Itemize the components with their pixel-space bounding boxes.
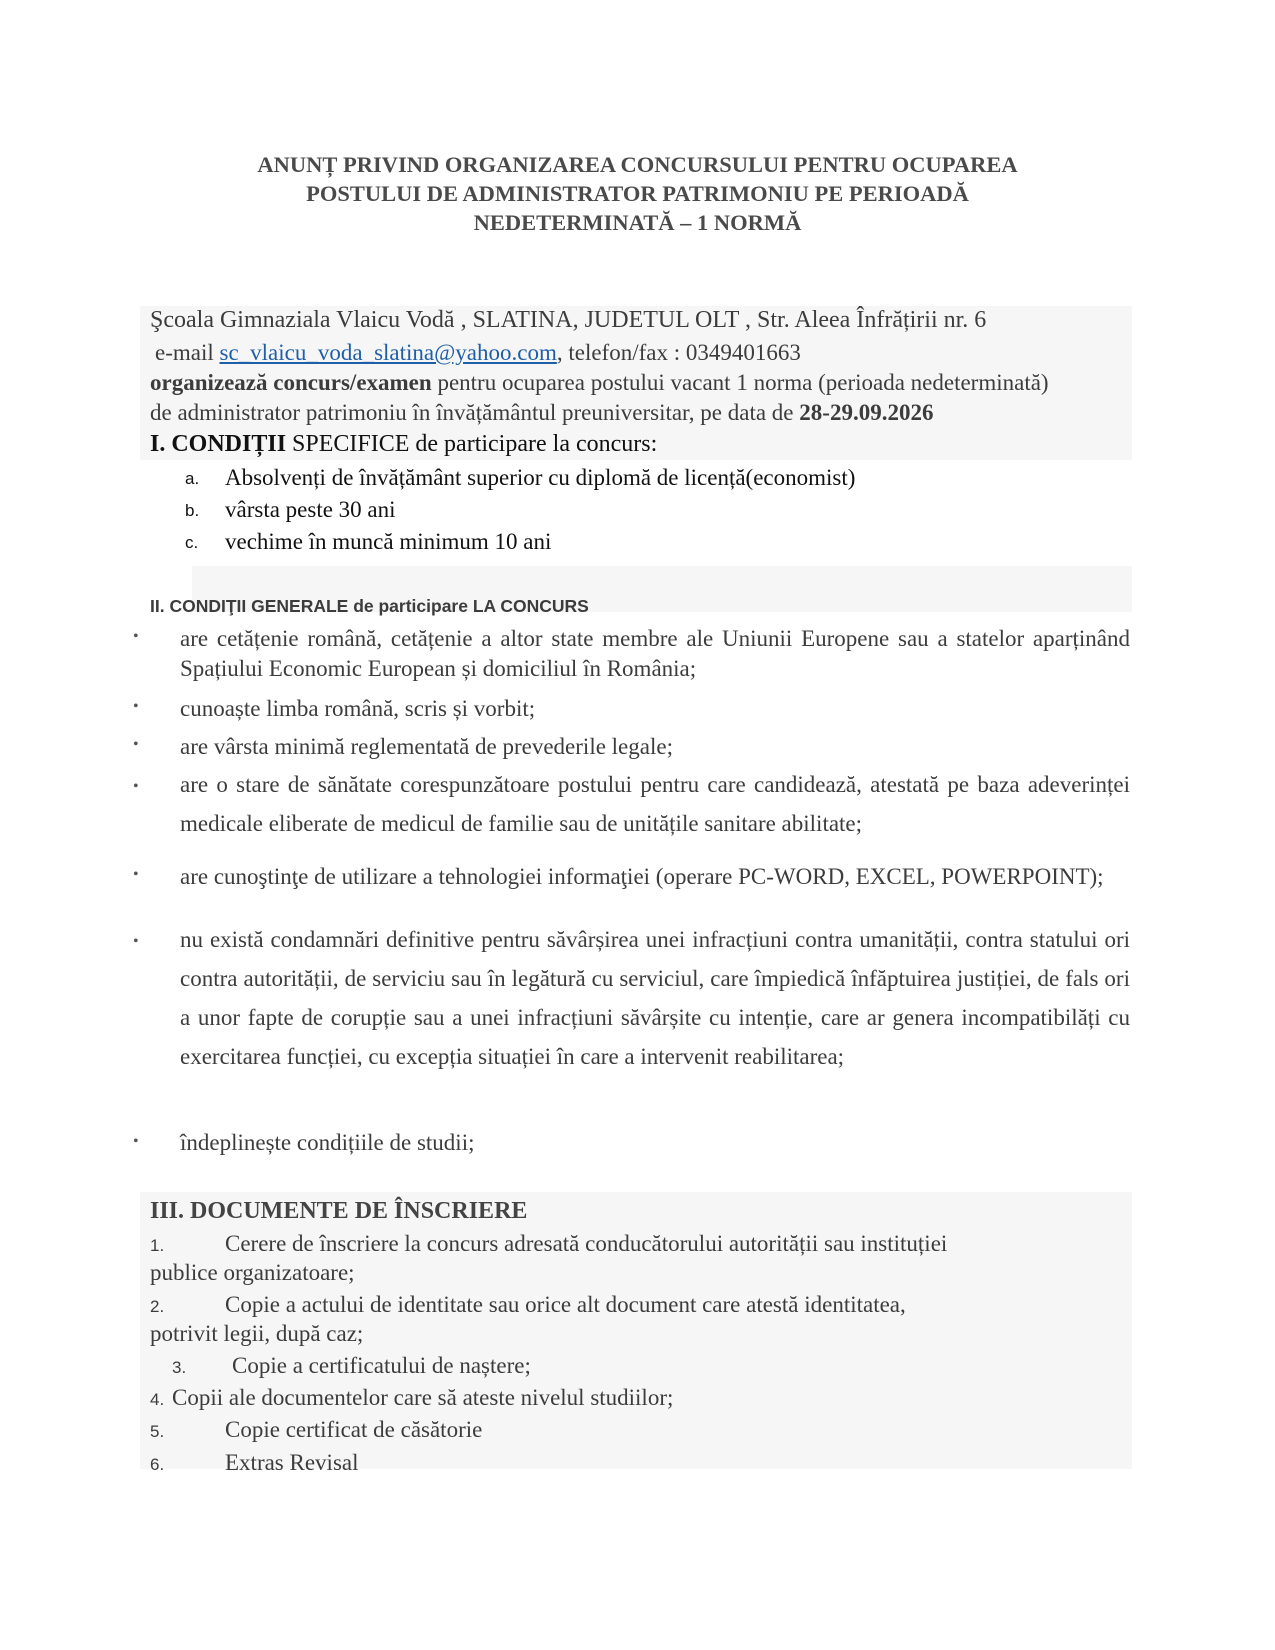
document-number-4: 4. [150, 1390, 165, 1409]
document-text-1: Cerere de înscriere la concurs adresată conducătorului autorității sau instituției [225, 1231, 948, 1256]
email-link[interactable]: sc_vlaicu_voda_slatina@yahoo.com [219, 340, 557, 365]
organizes-rest: pentru ocuparea postului vacant 1 norma (perioada nedeterminată) [431, 370, 1049, 395]
title-line-2: POSTULUI DE ADMINISTRATOR PATRIMONIU PE PERIOADĂ [306, 181, 969, 206]
document-item-5 [150, 1415, 482, 1447]
bullet-icon: • [133, 778, 139, 795]
document-item-2-cont: potrivit legii, după caz; [150, 1321, 364, 1346]
documents-heading: III. DOCUMENTE DE ÎNSCRIERE [150, 1198, 528, 1224]
general-heading: II. CONDIŢII GENERALE de participare LA CONCURS [150, 596, 589, 616]
specific-item-a: Absolvenți de învățământ superior cu diplomă de licență(economist) [225, 465, 856, 490]
title-line-3: NEDETERMINATĂ – 1 NORMĂ [473, 210, 802, 235]
contact-line [155, 338, 801, 368]
bullet-icon: • [133, 933, 139, 950]
document-text-3: Copie a certificatului de naștere; [232, 1353, 531, 1378]
document-item-4 [150, 1383, 673, 1415]
document-number-2: 2. [150, 1297, 165, 1316]
general-item-6: nu există condamnări definitive pentru săvârșirea unei infracțiuni contra umanității, contra statului ori contra autorității, de serviciu sau în legătură cu serviciul, care împiedică înfăptuirea justiției, de fals ori a unor fapte de corupție sau a unei infracțiuni săvârșite cu intenție, care ar genera incompatibilăți cu exercitarea funcției, cu excepția situației în care a intervenit reabilitarea; [180, 927, 1130, 1069]
general-item-1: are cetățenie română, cetățenie a altor state membre ale Uniunii Europene sau a statelor aparținând Spațiului Economic European și domiciliul în România; [180, 626, 1130, 681]
specific-item-c: vechime în muncă minimum 10 ani [225, 529, 552, 554]
document-title [150, 150, 1125, 237]
document-number-5: 5. [150, 1422, 165, 1441]
specific-heading [150, 429, 657, 459]
bullet-icon: • [133, 866, 139, 883]
bullet-icon: • [133, 698, 139, 715]
specific-marker-a: a. [185, 469, 200, 488]
specific-item-b: vârsta peste 30 ani [225, 497, 396, 522]
specific-marker-c: c. [185, 533, 199, 552]
general-item-7: îndeplinește condițiile de studii; [180, 1130, 475, 1155]
specific-marker-b: b. [185, 501, 200, 520]
document-number-3: 3. [172, 1358, 187, 1377]
document-item-6 [150, 1448, 359, 1480]
email-prefix: e-mail [155, 340, 220, 365]
document-text-5: Copie certificat de căsătorie [225, 1417, 483, 1442]
document-text-6: Extras Revisal [225, 1450, 359, 1475]
document-item-1-cont: publice organizatoare; [150, 1260, 355, 1285]
organizes-line [150, 368, 1049, 398]
specific-heading-rest: SPECIFICE de participare la concurs: [286, 431, 658, 457]
document-text-2: Copie a actului de identitate sau orice alt document care atestă identitatea, [225, 1292, 906, 1317]
general-item-2: cunoaște limba română, scris și vorbit; [180, 696, 536, 721]
general-item-4: are o stare de sănătate corespunzătoare postului pentru care candidează, atestată pe baza adeverinței medicale eliberate de medicul de familie sau de unitățile sanitare abilitate; [180, 772, 1130, 836]
general-item-3: are vârsta minimă reglementată de prevederile legale; [180, 734, 673, 759]
general-item-5: are cunoştinţe de utilizare a tehnologiei informaţiei (operare PC-WORD, EXCEL, POWERPOINT); [180, 864, 1104, 889]
contest-date: 28-29.09.2026 [799, 400, 934, 425]
post-line [150, 398, 933, 428]
bullet-icon: • [133, 1133, 139, 1150]
document-item-3 [172, 1351, 531, 1383]
school-line: Şcoala Gimnaziala Vlaicu Vodă , SLATINA, JUDETUL OLT , Str. Aleea Înfrățirii nr. 6 [150, 307, 987, 333]
phone-text: , telefon/fax : 0349401663 [556, 340, 801, 365]
post-text: de administrator patrimoniu în învățământul preuniversitar, pe data de [150, 400, 800, 425]
document-number-1: 1. [150, 1236, 165, 1255]
specific-heading-bold: I. CONDIȚII [150, 431, 287, 457]
bullet-icon: • [133, 628, 139, 645]
bullet-icon: • [133, 736, 139, 753]
document-item-2 [150, 1290, 906, 1322]
document-text-4: Copii ale documentelor care să ateste nivelul studiilor; [172, 1385, 674, 1410]
title-line-1: ANUNȚ PRIVIND ORGANIZAREA CONCURSULUI PENTRU OCUPAREA [257, 152, 1018, 177]
document-number-6: 6. [150, 1455, 165, 1474]
organizes-bold: organizează concurs/examen [150, 370, 432, 395]
document-item-1 [150, 1229, 947, 1261]
